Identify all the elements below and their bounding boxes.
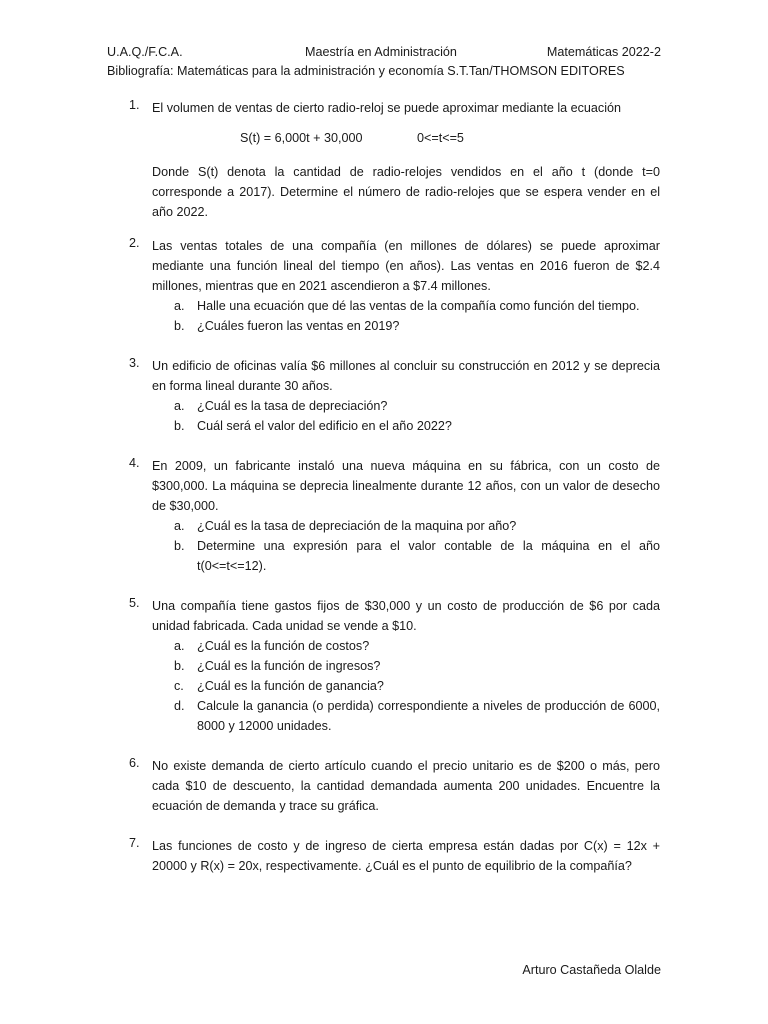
sub-item-letter: b. [174,659,185,673]
sub-item-letter: a. [174,299,185,313]
sub-item-text: ¿Cuál es la función de costos? [197,639,370,653]
problem-number: 3. [129,356,140,370]
problem-number: 6. [129,756,140,770]
header-course: Matemáticas 2022-2 [546,45,661,59]
problem-number: 4. [129,456,140,470]
sub-item-letter: c. [174,679,184,693]
problem-text: Las funciones de costo y de ingreso de cierta empresa están dadas por C(x) = 12x + 20000 y R(x) = 20x, respectivamente. ¿Cuál es el punto de equilibrio de la compañía? [152,839,660,873]
header-institution: U.A.Q./F.C.A. [107,45,183,59]
sub-item-text: ¿Cuál es la tasa de depreciación? [197,399,388,413]
sub-item-text: ¿Cuál es la función de ganancia? [197,679,384,693]
problem-number: 7. [129,836,140,850]
sub-item-text: Calcule la ganancia (o perdida) correspondiente a niveles de producción de 6000, 8000 y 12000 unidades. [197,699,660,733]
sub-item-text: ¿Cuál es la función de ingresos? [197,659,381,673]
problem-number: 5. [129,596,140,610]
sub-item-letter: d. [174,699,185,713]
problem-text: Una compañía tiene gastos fijos de $30,000 y un costo de producción de $6 por cada unidad fabricada. Cada unidad se vende a $10. [152,599,660,633]
sub-item-text: Halle una ecuación que dé las ventas de la compañía como función del tiempo. [197,299,640,313]
problem-text-continued: Donde S(t) denota la cantidad de radio-relojes vendidos en el año t (donde t=0 corresponde a 2017). Determine el número de radio-relojes que se espera vender en el año 2022. [152,165,660,219]
header-program: Maestría en Administración [305,45,457,59]
sub-item-letter: b. [174,319,185,333]
bibliography-line: Bibliografía: Matemáticas para la administración y economía S.T.Tan/THOMSON EDITORES [107,64,625,78]
problem-text: Las ventas totales de una compañía (en millones de dólares) se puede aproximar mediante una función lineal del tiempo (en años). Las ventas en 2016 fueron de $2.4 millones, mientras que en 2021 ascendieron a $7.4 millones. [152,239,660,293]
sub-item-letter: b. [174,539,185,553]
sub-item-letter: a. [174,519,185,533]
page-header [107,45,661,63]
sub-item-letter: a. [174,399,185,413]
sub-item-letter: b. [174,419,185,433]
author-name: Arturo Castañeda Olalde [522,963,661,977]
problem-number: 2. [129,236,140,250]
sub-item-text: ¿Cuáles fueron las ventas en 2019? [197,319,400,333]
problem-text: En 2009, un fabricante instaló una nueva máquina en su fábrica, con un costo de $300,000. La máquina se deprecia linealmente durante 12 años, con un valor de desecho de $30,000. [152,459,660,513]
problem-condition: 0<=t<=5 [417,131,464,145]
problem-text: El volumen de ventas de cierto radio-reloj se puede aproximar mediante la ecuación [152,101,622,115]
sub-item-text: Determine una expresión para el valor contable de la máquina en el año t(0<=t<=12). [197,539,660,573]
problem-equation: S(t) = 6,000t + 30,000 [240,131,363,145]
problem-text: No existe demanda de cierto artículo cuando el precio unitario es de $200 o más, pero cada $10 de descuento, la cantidad demandada aumenta 200 unidades. Encuentre la ecuación de demanda y trace su gráfica. [152,759,660,813]
sub-item-letter: a. [174,639,185,653]
sub-item-text: ¿Cuál es la tasa de depreciación de la maquina por año? [197,519,517,533]
sub-item-text: Cuál será el valor del edificio en el año 2022? [197,419,452,433]
problem-number: 1. [129,98,140,112]
problem-text: Un edificio de oficinas valía $6 millones al concluir su construcción en 2012 y se deprecia en forma lineal durante 30 años. [152,359,660,393]
